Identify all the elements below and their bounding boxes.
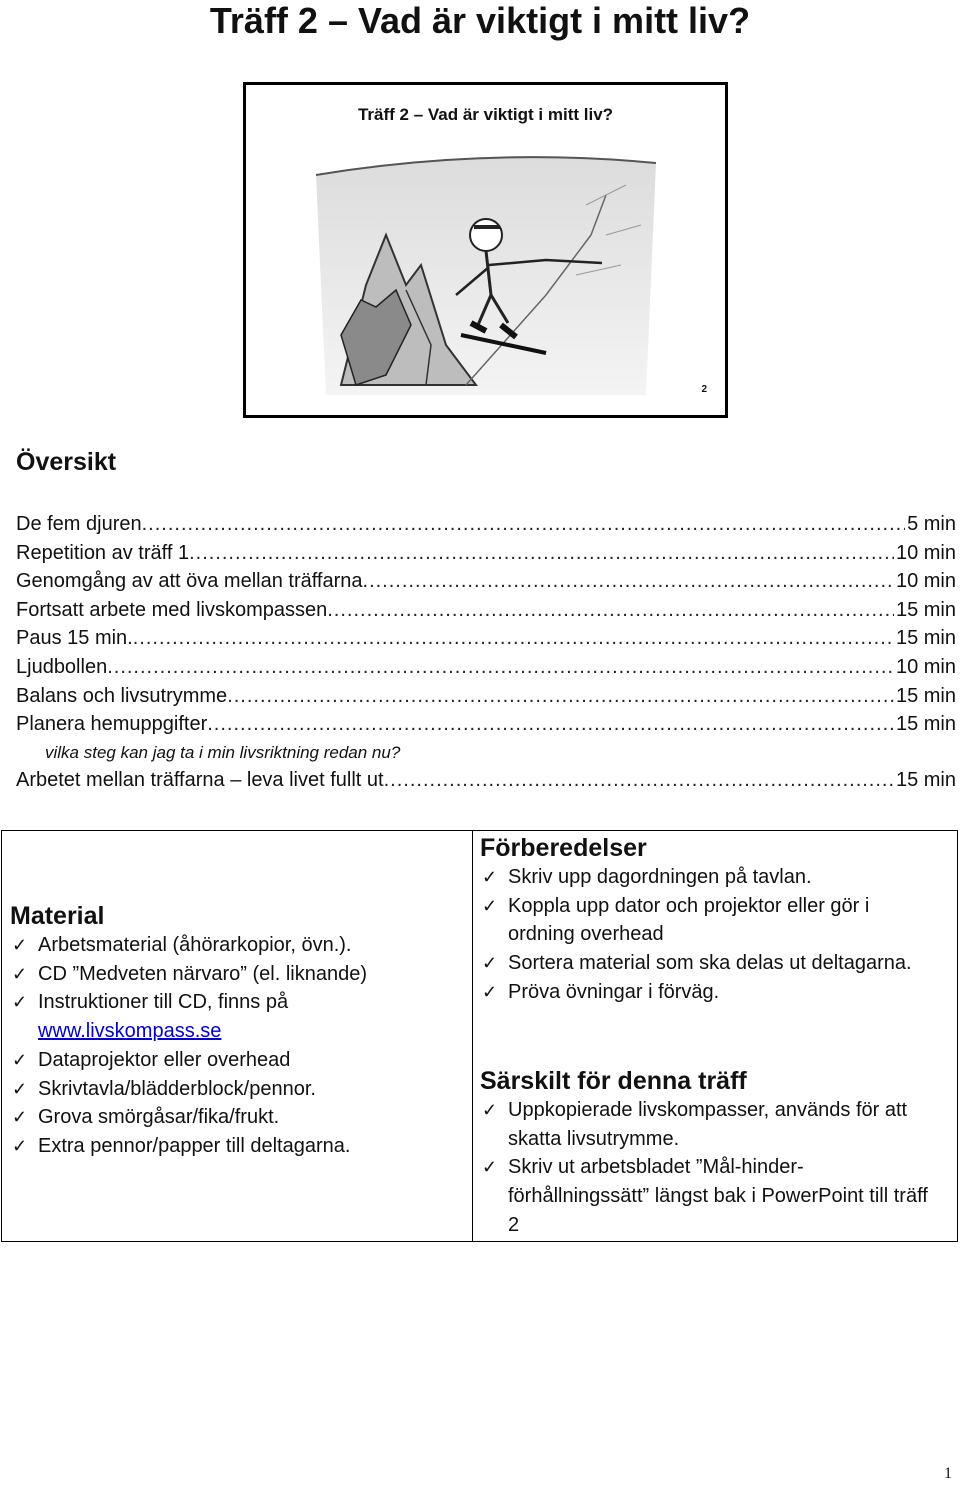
checkmark-icon: ✓: [482, 1100, 498, 1120]
agenda-row: [16, 710, 956, 739]
agenda-row: [16, 766, 956, 795]
skier-illustration: [246, 85, 726, 415]
checkmark-icon: ✓: [482, 1157, 498, 1178]
agenda-time: 10 min: [895, 655, 956, 678]
agenda-list: [16, 510, 956, 794]
page-number: 1: [944, 1465, 952, 1482]
livskompass-link[interactable]: www.livskompass.se: [38, 1020, 222, 1043]
checkmark-icon: ✓: [12, 1049, 28, 1070]
list-item: ✓ Skriv ut arbetsbladet ”Mål-hinder-förhållningssätt” längst bak i PowerPoint till träff 2: [480, 1153, 940, 1239]
checkmark-icon: ✓: [482, 981, 498, 1002]
checkmark-icon: ✓: [12, 963, 28, 984]
leader-dots: [142, 510, 905, 539]
agenda-time: 10 min: [895, 541, 956, 564]
leader-dots: [384, 766, 894, 795]
agenda-label: De fem djuren: [16, 513, 142, 535]
agenda-row: [16, 624, 956, 653]
list-item: ✓ Pröva övningar i förväg.: [480, 978, 940, 1007]
agenda-label: Fortsatt arbete med livskompassen: [16, 598, 328, 621]
agenda-row: [16, 653, 956, 682]
agenda-label: Planera hemuppgifter: [16, 713, 208, 736]
material-section: [10, 901, 465, 1161]
checkmark-icon: ✓: [12, 992, 28, 1013]
list-item: ✓ Skrivtavla/blädderblock/pennor.: [10, 1075, 465, 1104]
agenda-time: 15 min: [895, 598, 956, 621]
agenda-label: Genomgång av att öva mellan träffarna: [16, 570, 363, 593]
checkmark-icon: ✓: [12, 1135, 28, 1156]
list-item: ✓ Sortera material som ska delas ut deltagarna.: [480, 949, 940, 978]
agenda-label: Repetition av träff 1: [16, 541, 190, 564]
leader-dots: [207, 710, 894, 739]
agenda-time: 10 min: [895, 570, 956, 593]
leader-dots: [107, 653, 894, 682]
slide-number: 2: [701, 384, 707, 395]
agenda-row: [16, 596, 956, 625]
checkmark-icon: ✓: [482, 895, 498, 916]
list-item: ✓ Koppla upp dator och projektor eller gör i ordning overhead: [480, 892, 940, 949]
list-item: ✓ Instruktioner till CD, finns på www.livskompass.se: [10, 988, 465, 1045]
agenda-row: [16, 567, 956, 596]
slide-title: Träff 2 – Vad är viktigt i mitt liv?: [357, 105, 614, 124]
checkmark-icon: ✓: [12, 1078, 28, 1099]
leader-dots: [227, 682, 894, 711]
agenda-row: [16, 682, 956, 711]
agenda-row: [16, 510, 956, 539]
leader-dots: [133, 624, 894, 653]
agenda-time: 15 min: [895, 684, 956, 707]
preparations-section: [480, 833, 940, 1007]
agenda-time: 15 min: [895, 627, 956, 650]
list-item: ✓ CD ”Medveten närvaro” (el. liknande): [10, 960, 465, 989]
info-table: [1, 830, 958, 1242]
checkmark-icon: ✓: [482, 953, 498, 974]
list-item: ✓ Skriv upp dagordningen på tavlan.: [480, 863, 940, 892]
agenda-label: Paus 15 min.: [16, 627, 133, 650]
special-section: [480, 1066, 940, 1240]
list-item: ✓ Dataprojektor eller overhead: [10, 1046, 465, 1075]
checkmark-icon: ✓: [12, 1107, 28, 1128]
agenda-time: 15 min: [895, 713, 956, 736]
list-item: ✓ Arbetsmaterial (åhörarkopior, övn.).: [10, 931, 465, 960]
preparations-heading: Förberedelser: [480, 834, 647, 862]
agenda-time: 15 min: [895, 768, 956, 791]
agenda-subnote: vilka steg kan jag ta i min livsriktning redan nu?: [45, 742, 401, 762]
agenda-row: [16, 539, 956, 568]
column-divider: [472, 831, 473, 1241]
list-item: ✓ Uppkopierade livskompasser, används för att skatta livsutrymme.: [480, 1096, 940, 1153]
checkmark-icon: ✓: [12, 935, 28, 955]
agenda-label: Balans och livsutrymme: [16, 684, 228, 707]
list-item: ✓ Grova smörgåsar/fika/frukt.: [10, 1103, 465, 1132]
special-heading: Särskilt för denna träff: [480, 1067, 747, 1095]
agenda-time: 5 min: [907, 513, 956, 535]
page-title: Träff 2 – Vad är viktigt i mitt liv?: [209, 0, 751, 41]
leader-dots: [363, 567, 894, 596]
slide-thumbnail: [243, 82, 728, 418]
leader-dots: [327, 596, 894, 625]
agenda-label: Arbetet mellan träffarna – leva livet fullt ut: [16, 768, 384, 791]
leader-dots: [189, 539, 894, 568]
overview-heading: Översikt: [16, 448, 117, 476]
agenda-label: Ljudbollen: [16, 655, 108, 678]
material-heading: Material: [10, 902, 105, 930]
checkmark-icon: ✓: [482, 867, 498, 887]
list-item: ✓ Extra pennor/papper till deltagarna.: [10, 1132, 465, 1161]
